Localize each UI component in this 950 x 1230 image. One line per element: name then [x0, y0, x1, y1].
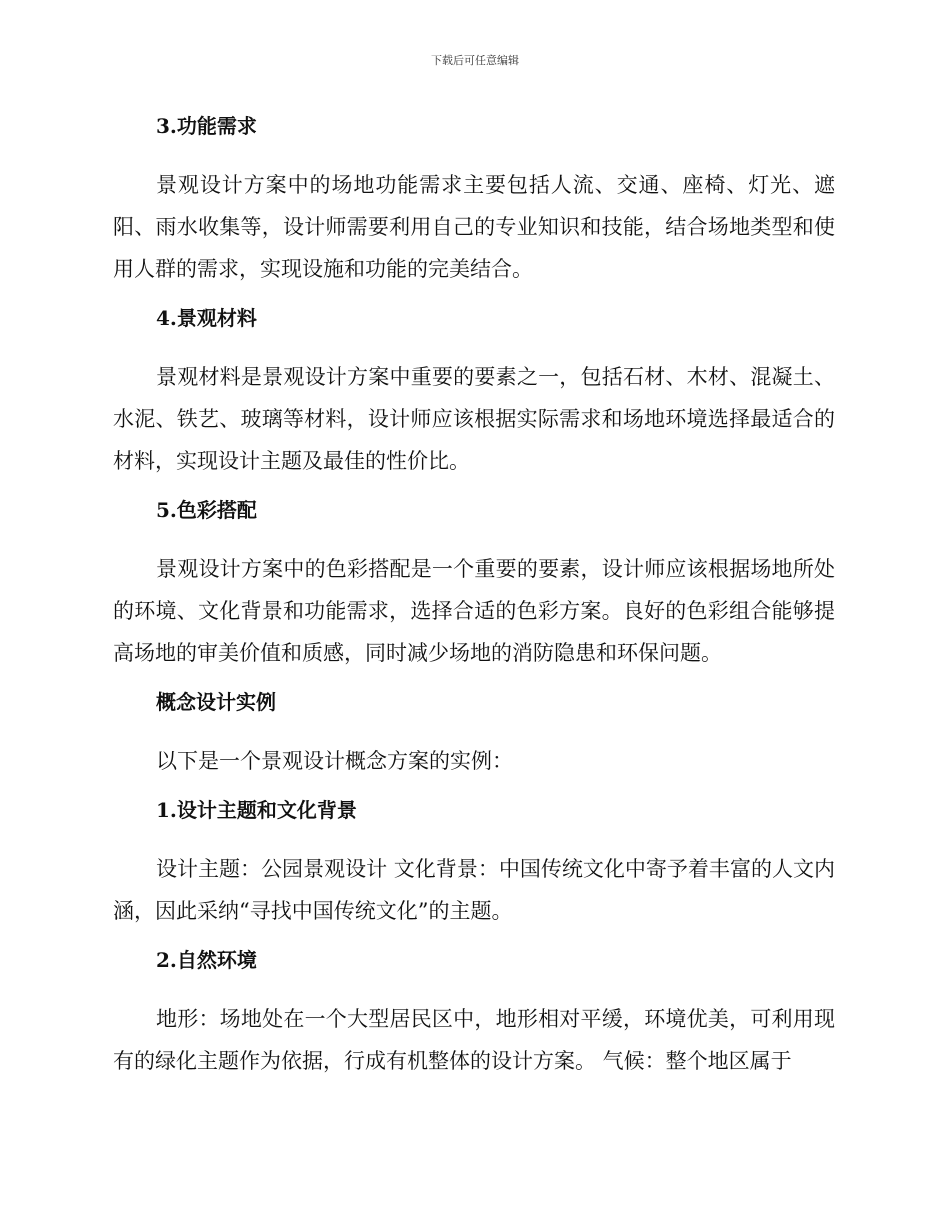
page-header-note: 下载后可任意编辑: [431, 54, 519, 67]
section-heading-function: 3.功能需求: [156, 114, 257, 138]
section-paragraph-colors: 景观设计方案中的色彩搭配是一个重要的要素，设计师应该根据场地所处的环境、文化背景和功能需求，选择合适的色彩方案。良好的色彩组合能够提高场地的审美价值和质感，同时减少场地的消防隐患和环保问题。: [113, 557, 835, 665]
document-body: [113, 110, 835, 1094]
section-paragraph-concept-example: 以下是一个景观设计概念方案的实例：: [156, 749, 513, 773]
section-paragraph-materials: 景观材料是景观设计方案中重要的要素之一，包括石材、木材、混凝土、水泥、铁艺、玻璃等材料，设计师应该根据实际需求和场地环境选择最适合的材料，实现设计主题及最佳的性价比。: [113, 365, 835, 473]
section-heading-materials: 4.景观材料: [156, 306, 257, 330]
section-heading-theme: 1.设计主题和文化背景: [156, 798, 357, 822]
section-paragraph-environment: 地形：场地处在一个大型居民区中，地形相对平缓，环境优美，可利用现有的绿化主题作为依据，行成有机整体的设计方案。 气候：整个地区属于: [113, 1007, 835, 1073]
section-heading-environment: 2.自然环境: [156, 948, 257, 972]
section-heading-concept-example: 概念设计实例: [156, 690, 276, 714]
section-paragraph-theme: 设计主题：公园景观设计 文化背景：中国传统文化中寄予着丰富的人文内涵，因此采纳“寻找中国传统文化”的主题。: [113, 857, 835, 923]
section-heading-colors: 5.色彩搭配: [156, 498, 257, 522]
section-paragraph-function: 景观设计方案中的场地功能需求主要包括人流、交通、座椅、灯光、遮阳、雨水收集等，设计师需要利用自己的专业知识和技能，结合场地类型和使用人群的需求，实现设施和功能的完美结合。: [113, 173, 835, 281]
